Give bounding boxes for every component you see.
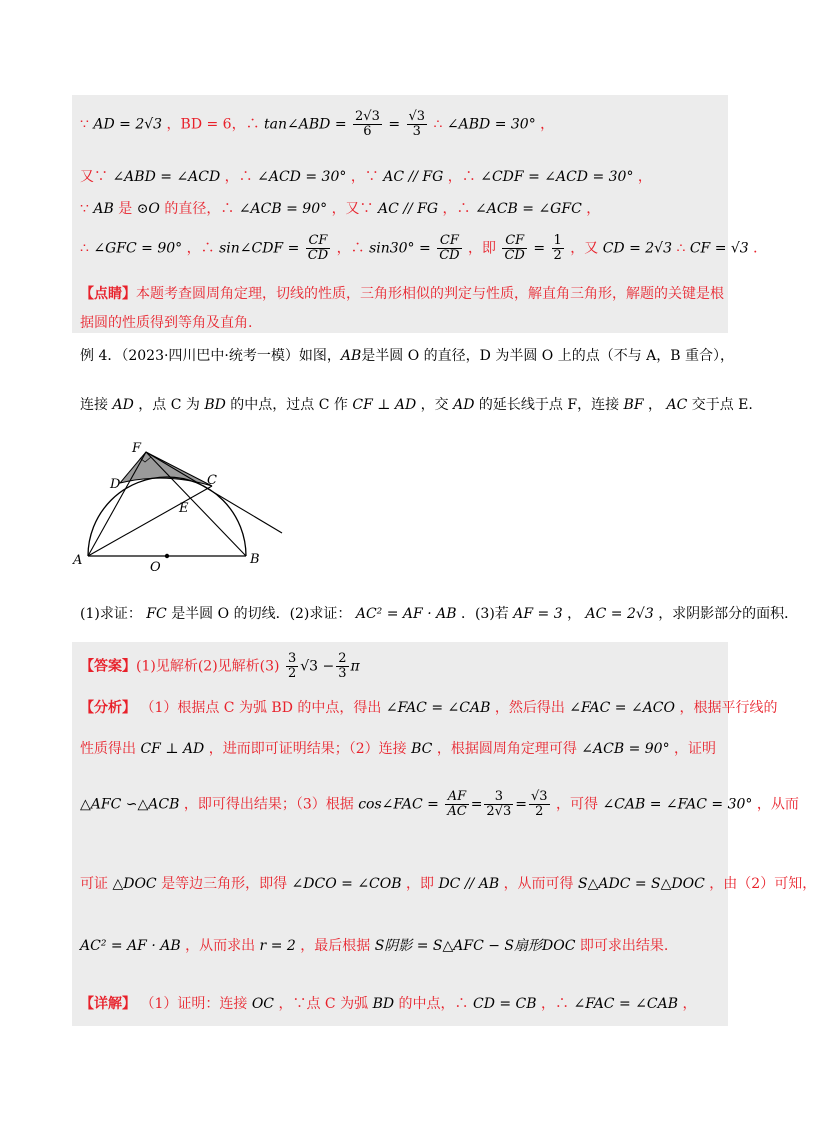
comment-line-2: 据圆的性质得到等角及直角. <box>80 315 253 331</box>
solution-line-4: ∴ ∠GFC = 90° ，∴ sin∠CDF = $\frac{CF}{CD}$ ，∴ sin30° = $\frac{CF}{CD}$ ，即 $\frac{CF}{CD}$ = $\frac{1}{2}$ ，又 CD = 2√3 ∴ CF = √3 ． <box>80 233 768 263</box>
analysis-line-4: 可证 △DOC 是等边三角形，即得 ∠DCO = ∠COB ，即 DC // AB ，从而可得 S△ADC = S△DOC ，由（2）可知， <box>80 876 816 892</box>
fraction: $\frac{2√3}{6}$ <box>355 109 380 139</box>
solution-line-1: ∵ AD = 2√3 ，BD = 6，∴ tan∠ABD = $\frac{2√3}{6}$ = $\frac{√3}{3}$ ∴ ∠ABD = 30° ， <box>80 109 555 139</box>
example-line-1: 例 4．（2023·四川巴中·统考一模）如图，AB是半圆 O 的直径，D 为半圆 O 上的点（不与 A，B 重合）， <box>80 348 735 364</box>
label-e: E <box>179 501 189 516</box>
solution-line-2: 又∵ ∠ABD = ∠ACD ，∴ ∠ACD = 30° ，∵ AC // FG ，∴ ∠CDF = ∠ACD = 30° ， <box>80 169 652 185</box>
fraction: $\frac{3}{2√3}$ <box>486 789 512 819</box>
fraction: $\frac{CF}{CD}$ <box>504 233 525 263</box>
label-f: F <box>132 441 142 456</box>
analysis-line-5: AC² = AF · AB ，从而求出 r = 2 ，最后根据 S阴影 = S△AFC − S扇形DOC 即可求出结果. <box>80 938 669 954</box>
analysis-line-2: 性质得出 CF ⊥ AD ，进而即可证明结果；（2）连接 BC ，根据圆周角定理可得 ∠ACB = 90° ，证明 <box>80 741 717 757</box>
analysis-line-3: △AFC ∽△ACB ，即可得出结果；（3）根据 cos∠FAC = $\frac{AF}{AC}$ = $\frac{3}{2√3}$ = $\frac{√3}{2}$ ，可得 ∠CAB = ∠FAC = 30° ，从而 <box>80 789 799 819</box>
line-ac <box>88 486 212 556</box>
line-bf <box>146 452 246 556</box>
label-a: A <box>73 553 83 568</box>
fraction: $\frac{1}{2}$ <box>553 233 562 263</box>
comment-line-1: 【点睛】本题考查圆周角定理，切线的性质，三角形相似的判定与性质，解直角三角形，解题的关键是根 <box>80 286 724 302</box>
example-line-2: 连接 AD ，点 C 为 BD 的中点，过点 C 作 CF ⊥ AD ，交 AD 的延长线于点 F，连接 BF ， AC 交于点 E. <box>80 397 753 413</box>
line-af <box>88 452 146 556</box>
fraction: $\frac{CF}{CD}$ <box>307 233 329 263</box>
center-o <box>165 554 169 558</box>
fraction: $\frac{2}{3}$ <box>338 651 347 681</box>
line-fc <box>146 452 282 533</box>
fraction: $\frac{AF}{AC}$ <box>447 789 467 819</box>
detail-line: 【详解】 （1）证明：连接 OC ，∵点 C 为弧 BD 的中点，∴ CD = CB ，∴ ∠FAC = ∠CAB ， <box>80 996 697 1012</box>
analysis-line-1: 【分析】 （1）根据点 C 为弧 BD 的中点，得出 ∠FAC = ∠CAB ，然后得出 ∠FAC = ∠ACO ，根据平行线的 <box>80 700 778 716</box>
label-c: C <box>207 473 217 488</box>
fraction: $\frac{3}{2}$ <box>287 651 297 681</box>
geometry-figure <box>72 436 292 576</box>
answer-line: 【答案】(1)见解析(2)见解析(3) $\frac{3}{2}$ √3 − $\frac{2}{3}$ π <box>80 651 360 681</box>
question-line: (1)求证： FC 是半圆 O 的切线．(2)求证： AC² = AF · AB ．(3)若 AF = 3 ， AC = 2√3 ，求阴影部分的面积． <box>80 606 799 622</box>
fraction: $\frac{CF}{CD}$ <box>439 233 460 263</box>
label-d: D <box>110 477 121 492</box>
solution-line-3: ∵ AB 是 ⊙O 的直径，∴ ∠ACB = 90° ，又∵ AC // FG ，∴ ∠ACB = ∠GFC ， <box>80 201 601 217</box>
fraction: $\frac{√3}{2}$ <box>530 789 548 819</box>
label-o: O <box>150 560 161 575</box>
label-b: B <box>250 552 260 567</box>
fraction: $\frac{√3}{3}$ <box>408 109 426 139</box>
shaded-region <box>120 452 212 486</box>
